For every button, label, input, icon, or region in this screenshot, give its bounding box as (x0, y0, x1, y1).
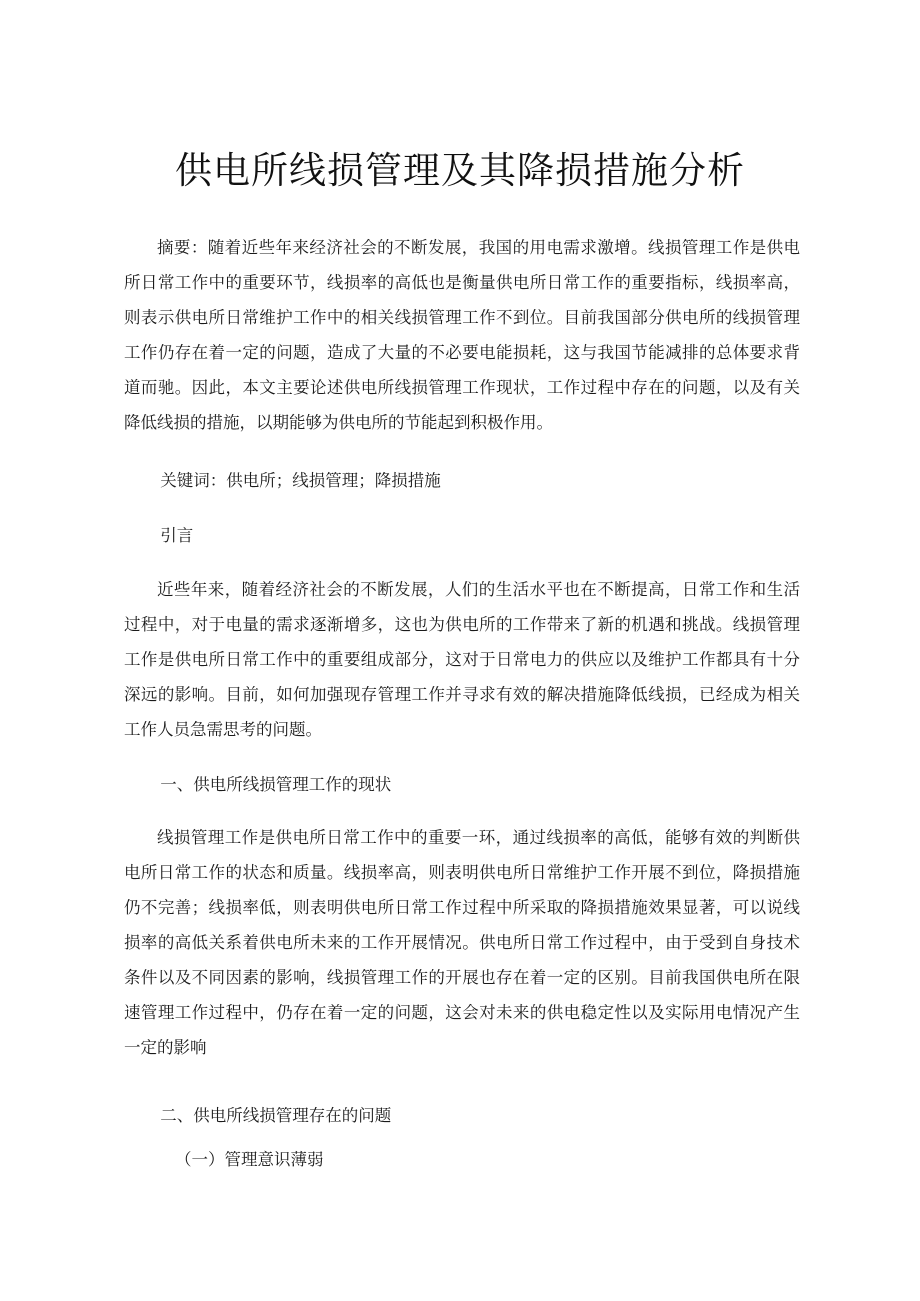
section1-heading: 一、供电所线损管理工作的现状 (160, 775, 392, 794)
abstract-paragraph: 摘要：随着近些年来经济社会的不断发展，我国的用电需求激增。线损管理工作是供电所日常工作中的重要环节，线损率的高低也是衡量供电所日常工作的重要指标，线损率高，则表示供电所日常维护工作中的相关线损管理工作不到位。目前我国部分供电所的线损管理工作仍存在着一定的问题，造成了大量的不必要电能损耗，这与我国节能减排的总体要求背道而驰。因此，本文主要论述供电所线损管理工作现状，工作过程中存在的问题，以及有关降低线损的措施，以期能够为供电所的节能起到积极作用。 (124, 238, 800, 432)
intro-heading: 引言 (160, 526, 194, 545)
intro-paragraph: 近些年来，随着经济社会的不断发展，人们的生活水平也在不断提高，日常工作和生活过程中，对于电量的需求逐渐增多，这也为供电所的工作带来了新的机遇和挑战。线损管理工作是供电所日常工作中的重要组成部分，这对于日常电力的供应以及维护工作都具有十分深远的影响。目前，如何加强现存管理工作并寻求有效的解决措施降低线损，已经成为相关工作人员急需思考的问题。 (124, 580, 800, 739)
section1-paragraph: 线损管理工作是供电所日常工作中的重要一环，通过线损率的高低，能够有效的判断供电所日常工作的状态和质量。线损率高，则表明供电所日常维护工作开展不到位，降损措施仍不完善；线损率低，则表明供电所日常工作过程中所采取的降损措施效果显著，可以说线损率的高低关系着供电所未来的工作开展情况。供电所日常工作过程中，由于受到自身技术条件以及不同因素的影响，线损管理工作的开展也存在着一定的区别。目前我国供电所在限速管理工作过程中，仍存在着一定的问题，这会对未来的供电稳定性以及实际用电情况产生一定的影响 (124, 828, 800, 1057)
keywords-line: 关键词：供电所；线损管理；降损措施 (160, 471, 441, 490)
section2-subheading-1: （一）管理意识薄弱 (175, 1150, 324, 1169)
document-title: 供电所线损管理及其降损措施分析 (175, 149, 745, 192)
section2-heading: 二、供电所线损管理存在的问题 (160, 1106, 392, 1125)
